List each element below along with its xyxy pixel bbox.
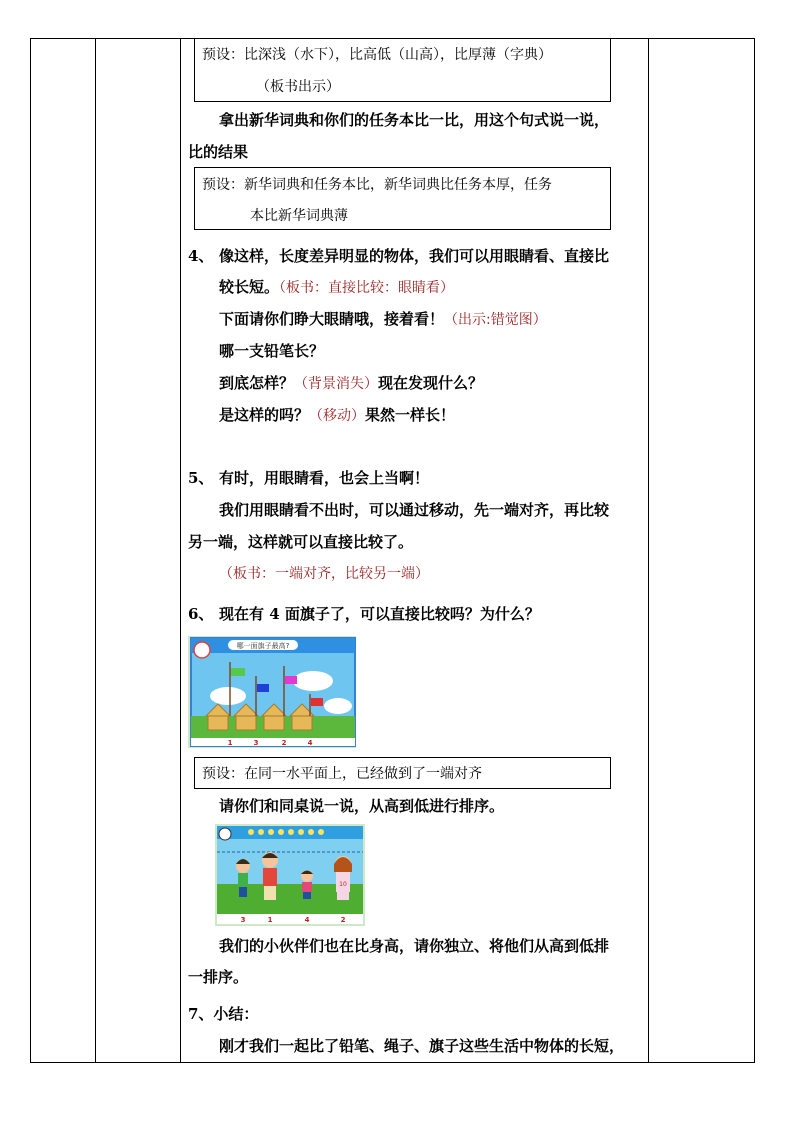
shirt-number: 10 xyxy=(339,881,347,888)
preset-2-line-1: 预设：新华词典和任务本比，新华词典比任务本厚，任务 xyxy=(202,177,552,193)
section-6-number: 6、 xyxy=(188,605,214,623)
heights-picture xyxy=(215,824,365,926)
person-label: 1 xyxy=(267,916,273,924)
section-6-line-1: 现在有 4 面旗子了，可以直接比较吗？为什么？ xyxy=(219,605,540,623)
person-label: 2 xyxy=(340,916,346,924)
flags-illustration xyxy=(188,636,356,748)
board-note: （板书：直接比较：眼睛看） xyxy=(279,280,455,296)
section-4-text: 较长短。 xyxy=(219,278,280,296)
flag-label: 4 xyxy=(307,739,313,747)
preset-2-line-2: 本比新华词典薄 xyxy=(250,208,348,224)
board-note: （板书：一端对齐，比较另一端） xyxy=(219,566,429,582)
heights-illustration xyxy=(215,824,365,926)
section-4-text: 下面请你们睁大眼睛哦，接着看！ xyxy=(219,310,445,328)
person-label: 4 xyxy=(304,916,310,924)
section-7-heading: 7、小结： xyxy=(188,1005,259,1023)
preset-1-line-2: （板书出示） xyxy=(256,79,340,95)
section-6-line-2: 请你们和同桌说一说，从高到低进行排序。 xyxy=(219,797,505,815)
person-label: 3 xyxy=(240,916,246,924)
section-4-text: 果然一样长！ xyxy=(365,406,456,424)
flag-label: 1 xyxy=(227,739,233,747)
section-5-line-1: 有时，用眼睛看，也会上当啊！ xyxy=(219,469,430,487)
flag-label: 3 xyxy=(253,739,259,747)
action-note: （背景消失） xyxy=(294,376,379,392)
column-divider xyxy=(95,39,96,1062)
flags-picture-title: 哪一面旗子最高? xyxy=(236,642,290,650)
preset-1-line-1: 预设：比深浅（水下），比高低（山高），比厚薄（字典） xyxy=(202,47,552,63)
section-5-number: 5、 xyxy=(188,469,214,487)
paragraph-1-line-1: 拿出新华词典和你们的任务本比一比，用这个句式说一说， xyxy=(219,111,610,129)
paragraph-1-line-2: 比的结果 xyxy=(188,143,249,161)
section-4-line-3 xyxy=(219,309,547,330)
section-4-text: 到底怎样？ xyxy=(219,374,295,392)
section-4-line-1: 像这样，长度差异明显的物体，我们可以用眼睛看、直接比 xyxy=(219,247,610,265)
column-divider xyxy=(648,39,649,1062)
section-4-number: 4、 xyxy=(188,247,214,265)
preset-3-line-1: 预设：在同一水平面上，已经做到了一端对齐 xyxy=(202,766,482,782)
section-4-line-4: 哪一支铅笔长？ xyxy=(219,342,325,360)
section-4-text: 是这样的吗？ xyxy=(219,406,310,424)
section-4-text: 现在发现什么？ xyxy=(378,374,484,392)
section-4-line-2 xyxy=(219,277,454,298)
column-divider xyxy=(180,39,181,1062)
section-5-line-3: 另一端，这样就可以直接比较了。 xyxy=(188,533,414,551)
show-note: （出示:错觉图） xyxy=(444,312,547,328)
action-note: （移动） xyxy=(309,408,366,424)
section-4-line-5 xyxy=(219,373,483,394)
section-4-line-6 xyxy=(219,405,455,426)
section-7-line-1: 刚才我们一起比了铅笔、绳子、旗子这些生活中物体的长短， xyxy=(219,1037,625,1055)
flags-picture xyxy=(188,636,356,748)
section-6-line-4: 一排序。 xyxy=(188,968,249,986)
section-5-line-2: 我们用眼睛看不出时，可以通过移动，先一端对齐，再比较 xyxy=(219,501,610,519)
section-6-line-3: 我们的小伙伴们也在比身高，请你独立、将他们从高到低排 xyxy=(219,937,610,955)
flag-label: 2 xyxy=(281,739,287,747)
